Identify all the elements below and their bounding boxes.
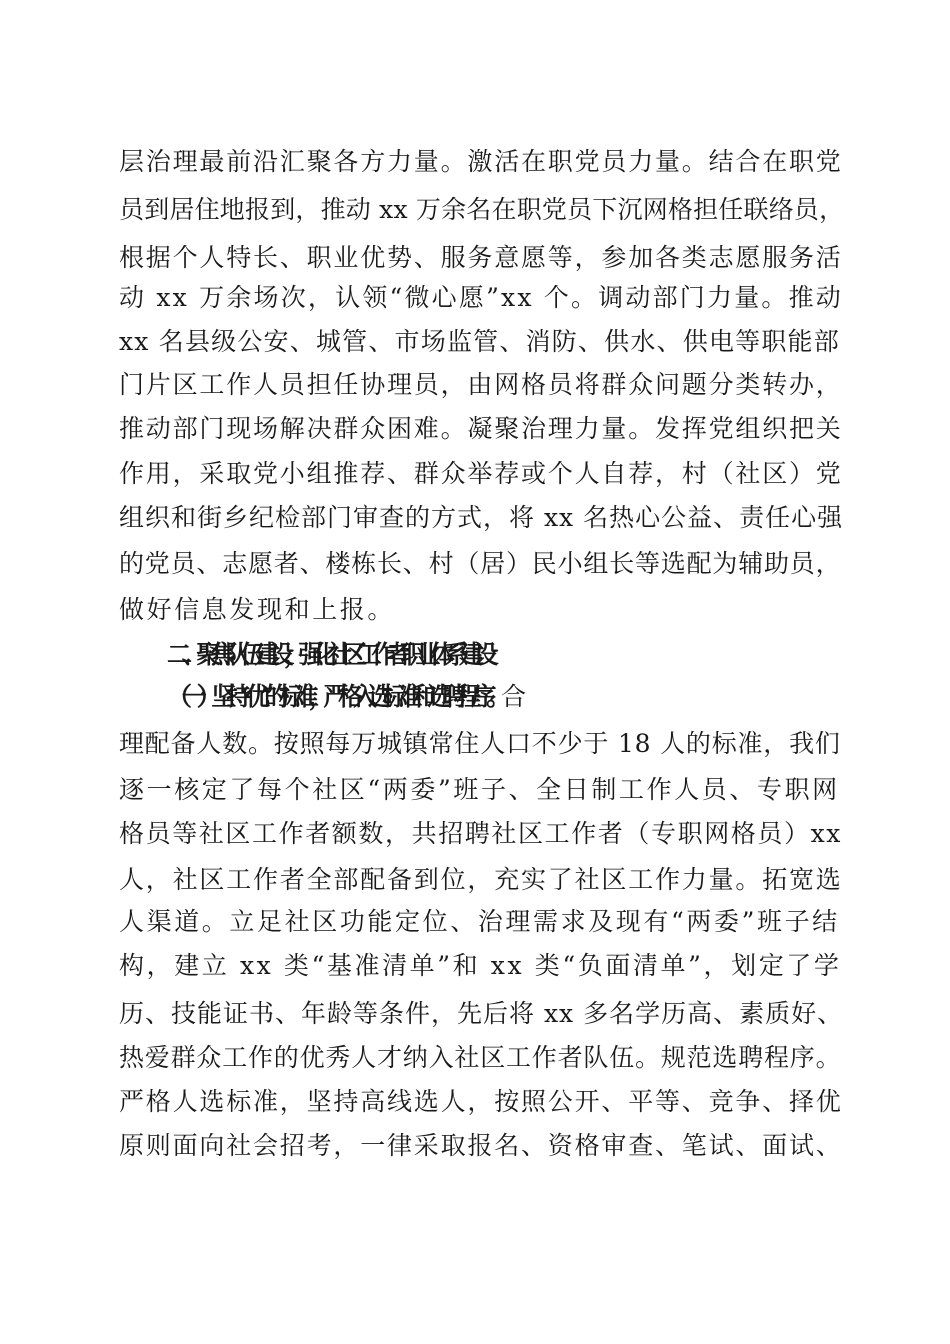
body-line: 逐一核定了每个社区“两委”班子、全日制工作人员、专职网 [119, 775, 840, 804]
body-line: 理配备人数。按照每万城镇常住人口不少于 18 人的标准，我们 [119, 729, 841, 758]
body-line: 组织和街乡纪检部门审查的方式，将 xx 名热心公益、责任心强 [119, 503, 844, 532]
body-line: xx 名县级公安、城管、市场监管、消防、供水、供电等职能部 [119, 327, 840, 356]
subsection-line [167, 677, 892, 717]
body-line: 构，建立 xx 类“基准清单”和 xx 类“负面清单”，划定了学 [119, 951, 842, 980]
subsection-title: （一）坚持“优”的标准，严格入选标准和选聘程序。 [167, 682, 501, 711]
body-line: 推动部门现场解决群众困难。凝聚治理力量。发挥党组织把关 [119, 414, 843, 443]
body-line: 格员等社区工作者额数，共招聘社区工作者（专职网格员）xx [119, 819, 843, 848]
section-heading: 二、聚焦队伍建设，强化社区工作者职业体系建设 [167, 640, 489, 669]
body-line: 员到居住地报到，推动 xx 万余名在职党员下沉网格担任联络员， [119, 195, 845, 224]
body-line: 原则面向社会招考，一律采取报名、资格审查、笔试、面试、 [119, 1131, 843, 1160]
body-line: 层治理最前沿汇聚各方力量。激活在职党员力量。结合在职党 [119, 147, 843, 176]
body-line: 人，社区工作者全部配备到位，充实了社区工作力量。拓宽选 [119, 865, 843, 894]
body-line: 历、技能证书、年龄等条件，先后将 xx 多名学历高、素质好、 [119, 999, 844, 1028]
body-line: 做好信息发现和上报。 [119, 595, 396, 624]
body-line: 的党员、志愿者、楼栋长、村（居）民小组长等选配为辅助员， [119, 549, 842, 578]
subsection-continuation: 合 [500, 682, 516, 711]
body-line: 动 xx 万余场次，认领“微心愿”xx 个。调动部门力量。推动 [119, 283, 844, 312]
body-line: 严格人选标准，坚持高线选人，按照公开、平等、竞争、择优 [119, 1087, 843, 1116]
body-line: 门片区工作人员担任协理员，由网格员将群众问题分类转办， [119, 370, 843, 399]
body-line: 根据个人特长、职业优势、服务意愿等，参加各类志愿服务活 [119, 243, 843, 272]
body-line: 人渠道。立足社区功能定位、治理需求及现有“两委”班子结 [119, 907, 840, 936]
body-line: 热爱群众工作的优秀人才纳入社区工作者队伍。规范选聘程序。 [119, 1043, 842, 1072]
body-line: 作用，采取党小组推荐、群众举荐或个人自荐，村（社区）党 [119, 459, 843, 488]
